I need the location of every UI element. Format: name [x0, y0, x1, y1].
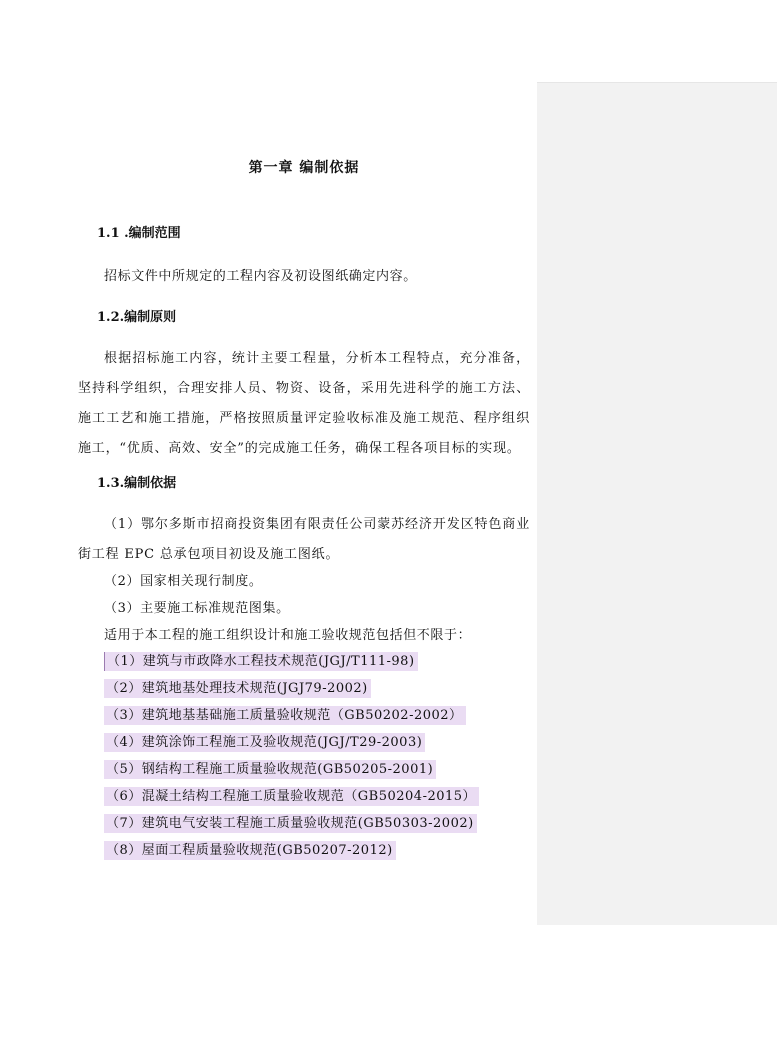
list-item — [104, 650, 479, 677]
list-item — [104, 785, 479, 812]
comment-pane-divider — [537, 82, 777, 83]
standard-text[interactable]: （3）建筑地基基础施工质量验收规范（GB50202-2002） — [104, 706, 466, 725]
section-1-3-item-2: （2）国家相关现行制度。 — [104, 574, 263, 589]
section-1-3-intro: 适用于本工程的施工组织设计和施工验收规范包括但不限于： — [104, 628, 472, 643]
standards-list — [104, 650, 479, 866]
chapter-title: 第一章 编制依据 — [248, 160, 360, 176]
section-title-1-3: 1.3.编制依据 — [97, 476, 177, 491]
list-item — [104, 758, 479, 785]
standard-text[interactable]: （5）钢结构工程施工质量验收规范(GB50205-2001) — [104, 760, 436, 779]
standard-text[interactable]: （6）混凝土结构工程施工质量验收规范（GB50204-2015） — [104, 787, 479, 806]
section-title-1-2: 1.2.编制原则 — [97, 310, 177, 325]
list-item — [104, 677, 479, 704]
standard-text[interactable]: （7）建筑电气安装工程施工质量验收规范(GB50303-2002) — [104, 814, 477, 833]
list-item — [104, 731, 479, 758]
list-item — [104, 704, 479, 731]
section-1-3-item-1: （1）鄂尔多斯市招商投资集团有限责任公司蒙苏经济开发区特色商业街工程 EPC 总承包项目初设及施工图纸。 — [78, 517, 530, 562]
standard-text[interactable]: （8）屋面工程质量验收规范(GB50207-2012) — [104, 841, 396, 860]
list-item — [104, 839, 479, 866]
section-title-1-1: 1.1 .编制范围 — [97, 226, 181, 241]
standard-text[interactable]: （4）建筑涂饰工程施工及验收规范(JGJ/T29-2003) — [104, 733, 425, 752]
list-item — [104, 812, 479, 839]
section-1-1-text: 招标文件中所规定的工程内容及初设图纸确定内容。 — [104, 269, 417, 284]
section-1-3-item-3: （3）主要施工标准规范图集。 — [104, 601, 290, 616]
standard-text[interactable]: （1）建筑与市政降水工程技术规范(JGJ/T111-98) — [104, 652, 418, 671]
section-1-2-paragraph: 根据招标施工内容，统计主要工程量，分析本工程特点，充分准备，坚持科学组织，合理安排人员、物资、设备，采用先进科学的施工方法、施工工艺和施工措施，严格按照质量评定验收标准及施工规范、程序组织施工，“优质、高效、安全”的完成施工任务，确保工程各项目标的实现。 — [78, 351, 530, 456]
standard-text[interactable]: （2）建筑地基处理技术规范(JGJ79-2002) — [104, 679, 371, 698]
comment-pane[interactable] — [537, 82, 777, 925]
